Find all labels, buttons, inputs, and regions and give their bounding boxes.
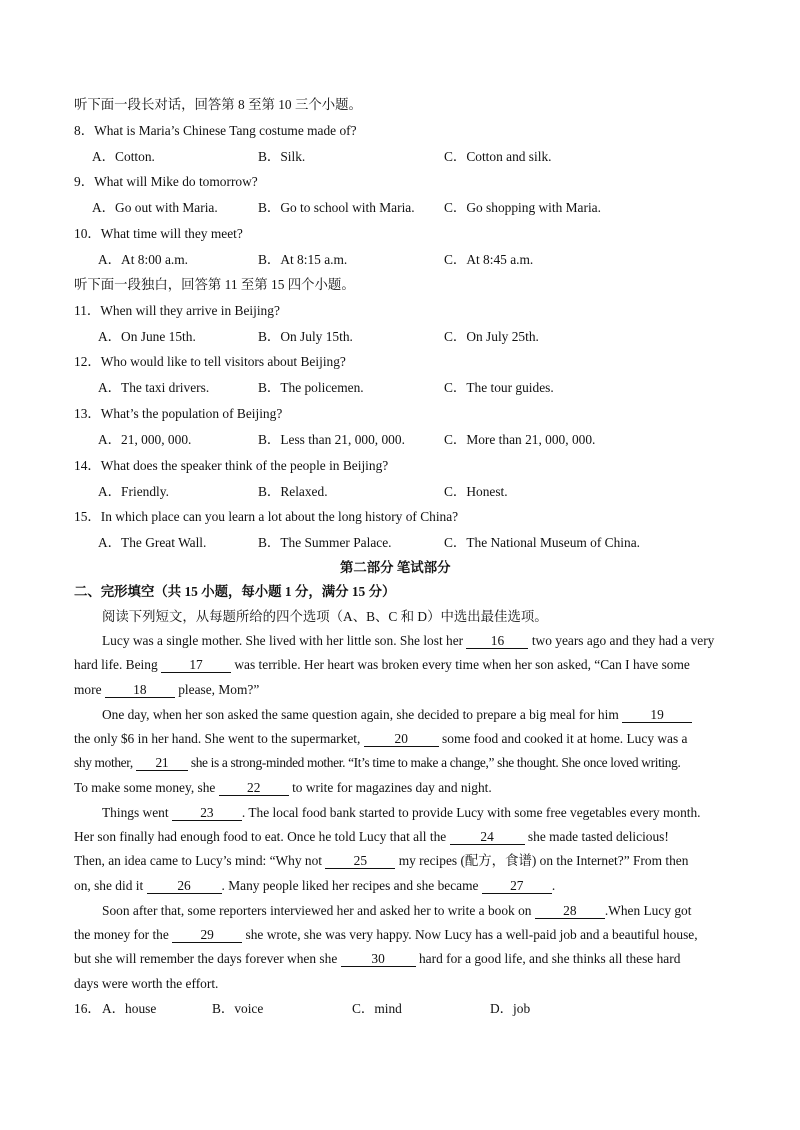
blank-21: 21 <box>136 755 188 771</box>
part2-title: 第二部分 笔试部分 <box>340 560 451 575</box>
q13-option-c: C．More than 21, 000, 000. <box>444 432 596 447</box>
passage-line-10: Then, an idea came to Lucy’s mind: “Why not 25 my recipes (配方，食谱) on the Internet?” From then <box>74 853 689 868</box>
question-8: 8．What is Maria’s Chinese Tang costume made of? <box>74 123 357 138</box>
q12-option-c: C．The tour guides. <box>444 380 554 395</box>
blank-26: 26 <box>147 878 222 894</box>
passage-line-2: hard life. Being 17 was terrible. Her heart was broken every time when her son asked, “Can I have some <box>74 657 690 672</box>
passage-line-11: on, she did it 26 . Many people liked her recipes and she became 27 . <box>74 878 556 893</box>
passage-line-6: shy mother, 21 she is a strong-minded mother. “It’s time to make a change,” she thought. She once loved writing. <box>74 755 681 770</box>
q11-option-c: C．On July 25th. <box>444 329 539 344</box>
q12-option-b: B．The policemen. <box>258 380 364 395</box>
monologue-intro: 听下面一段独白，回答第 11 至第 15 四个小题。 <box>74 277 355 292</box>
blank-16: 16 <box>466 633 528 649</box>
question-15: 15．In which place can you learn a lot about the long history of China? <box>74 509 459 524</box>
blank-30: 30 <box>341 951 416 967</box>
q16-option-b: B．voice <box>212 1001 264 1016</box>
question-9: 9．What will Mike do tomorrow? <box>74 174 258 189</box>
passage-line-3: more 18 please, Mom?” <box>74 682 260 697</box>
q9-option-a: A．Go out with Maria. <box>92 200 218 215</box>
q11-option-a: A．On June 15th. <box>98 329 196 344</box>
passage-line-13: the money for the 29 she wrote, she was very happy. Now Lucy has a well-paid job and a beautiful house, <box>74 927 698 942</box>
blank-18: 18 <box>105 682 175 698</box>
blank-24: 24 <box>450 829 525 845</box>
question-12: 12．Who would like to tell visitors about Beijing? <box>74 354 346 369</box>
cloze-section-title: 二、完形填空（共 15 小题，每小题 1 分，满分 15 分） <box>74 584 396 599</box>
q11-option-b: B．On July 15th. <box>258 329 353 344</box>
dialogue-intro: 听下面一段长对话，回答第 8 至第 10 三个小题。 <box>74 97 362 112</box>
question-11: 11．When will they arrive in Beijing? <box>74 303 280 318</box>
q8-option-b: B．Silk. <box>258 149 306 164</box>
q15-option-a: A．The Great Wall. <box>98 535 207 550</box>
q8-option-c: C．Cotton and silk. <box>444 149 552 164</box>
q15-option-b: B．The Summer Palace. <box>258 535 392 550</box>
passage-line-9: Her son finally had enough food to eat. Once he told Lucy that all the 24 she made tasted delicious! <box>74 829 669 844</box>
q9-option-c: C．Go shopping with Maria. <box>444 200 601 215</box>
question-10: 10．What time will they meet? <box>74 226 243 241</box>
blank-19: 19 <box>622 707 692 723</box>
q8-option-a: A．Cotton. <box>92 149 155 164</box>
passage-line-1: Lucy was a single mother. She lived with her little son. She lost her 16 two years ago and they had a very <box>102 633 715 648</box>
blank-25: 25 <box>325 853 395 869</box>
passage-line-12: Soon after that, some reporters interviewed her and asked her to write a book on 28 .When Lucy got <box>102 903 692 918</box>
question-14: 14．What does the speaker think of the people in Beijing? <box>74 458 389 473</box>
passage-line-7: To make some money, she 22 to write for magazines day and night. <box>74 780 492 795</box>
q14-option-c: C．Honest. <box>444 484 508 499</box>
q13-option-a: A．21, 000, 000. <box>98 432 192 447</box>
q16-option-a: A．house <box>102 1001 157 1016</box>
q14-option-a: A．Friendly. <box>98 484 169 499</box>
blank-27: 27 <box>482 878 552 894</box>
question-13: 13．What’s the population of Beijing? <box>74 406 283 421</box>
q15-option-c: C．The National Museum of China. <box>444 535 640 550</box>
blank-22: 22 <box>219 780 289 796</box>
q10-option-c: C．At 8:45 a.m. <box>444 252 534 267</box>
blank-23: 23 <box>172 805 242 821</box>
q10-option-a: A．At 8:00 a.m. <box>98 252 189 267</box>
passage-line-8: Things went 23 . The local food bank started to provide Lucy with some free vegetables every month. <box>102 805 701 820</box>
q9-option-b: B．Go to school with Maria. <box>258 200 415 215</box>
blank-17: 17 <box>161 657 231 673</box>
q16-option-c: C．mind <box>352 1001 402 1016</box>
passage-line-5: the only $6 in her hand. She went to the supermarket, 20 some food and cooked it at home. Lucy was a <box>74 731 688 746</box>
q13-option-b: B．Less than 21, 000, 000. <box>258 432 405 447</box>
blank-28: 28 <box>535 903 605 919</box>
blank-29: 29 <box>172 927 242 943</box>
q16-option-d: D．job <box>490 1001 531 1016</box>
q10-option-b: B．At 8:15 a.m. <box>258 252 348 267</box>
blank-20: 20 <box>364 731 439 747</box>
q12-option-a: A．The taxi drivers. <box>98 380 210 395</box>
passage-line-4: One day, when her son asked the same question again, she decided to prepare a big meal for him 19 <box>102 706 692 724</box>
passage-line-14: but she will remember the days forever when she 30 hard for a good life, and she thinks all these hard <box>74 951 681 966</box>
cloze-instruction: 阅读下列短文，从每题所给的四个选项（A、B、C 和 D）中选出最佳选项。 <box>102 609 548 624</box>
q16-number: 16． <box>74 1001 101 1016</box>
q14-option-b: B．Relaxed. <box>258 484 328 499</box>
passage-line-15: days were worth the effort. <box>74 976 219 991</box>
